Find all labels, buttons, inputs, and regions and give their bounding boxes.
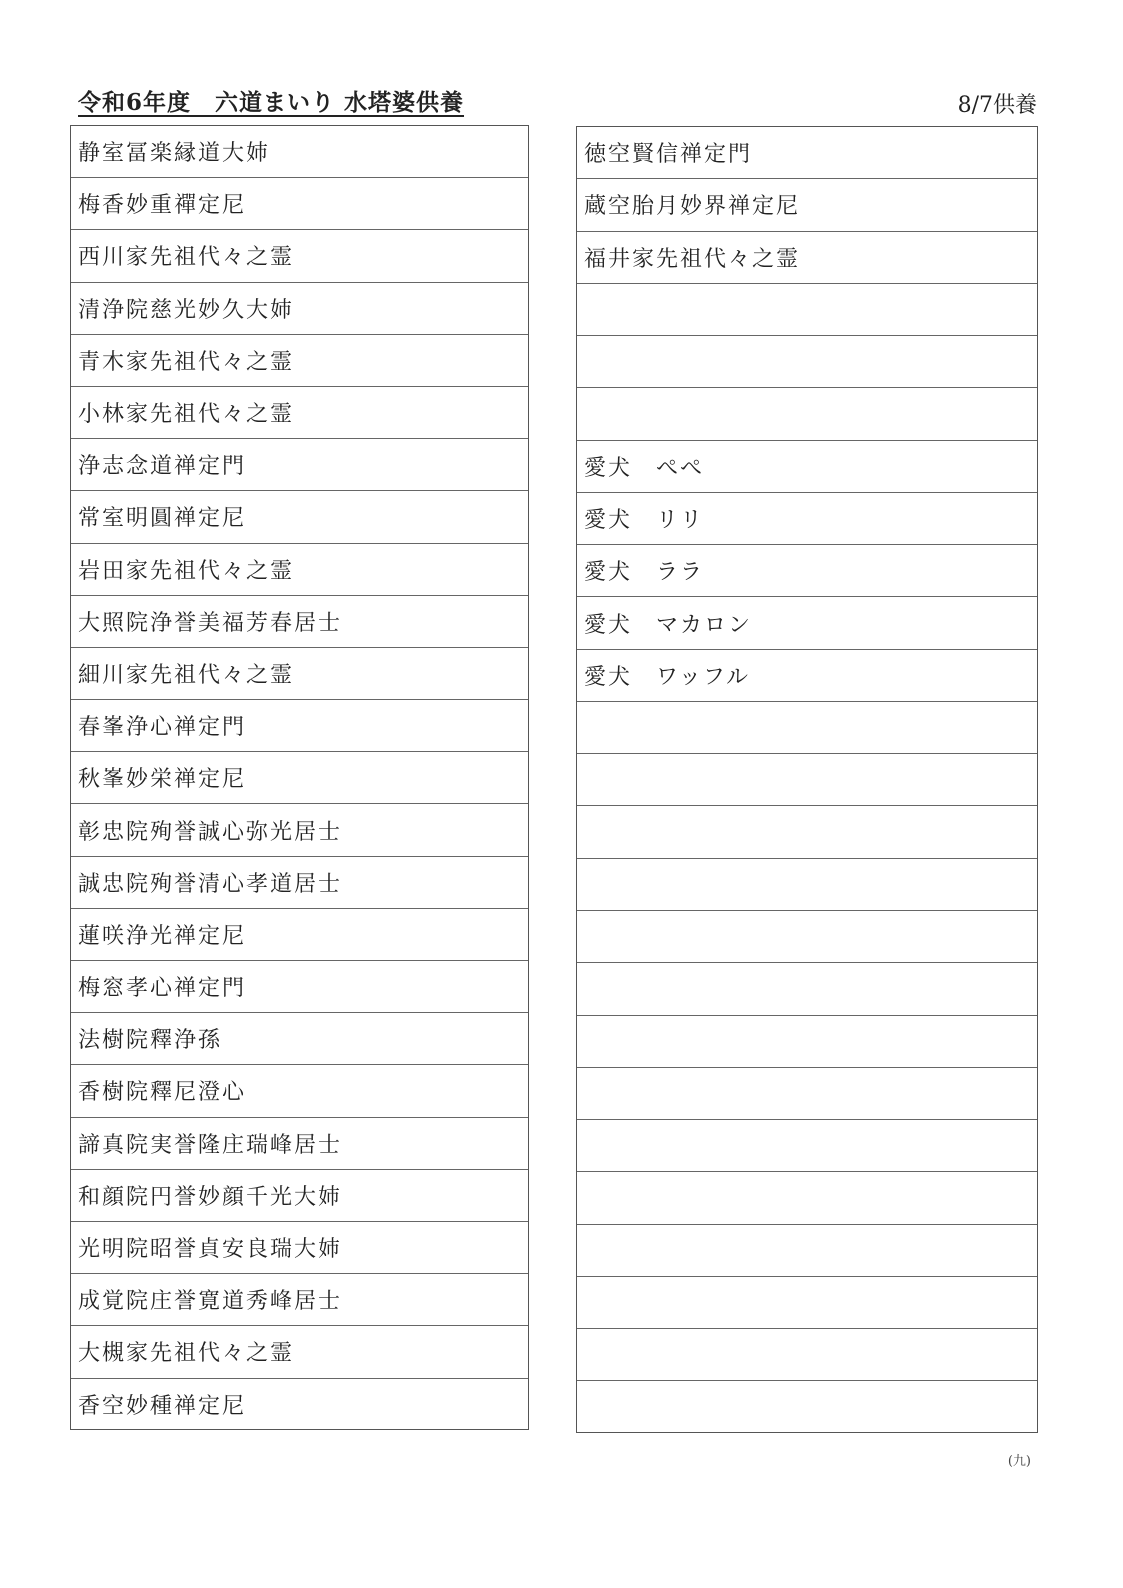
name-row [577, 1277, 1037, 1329]
name-row: 法樹院釋浄孫 [71, 1013, 528, 1065]
name-row: 蔵空胎月妙界禅定尼 [577, 179, 1037, 231]
name-row: 愛犬 ぺぺ [577, 441, 1037, 493]
right-name-list [576, 126, 1038, 1433]
name-row [577, 806, 1037, 858]
memorial-date: 8/7供養 [957, 93, 1037, 118]
name-row: 愛犬 ワッフル [577, 650, 1037, 702]
name-row [577, 702, 1037, 754]
name-row: 浄志念道禅定門 [71, 439, 528, 491]
name-row: 大照院浄誉美福芳春居士 [71, 596, 528, 648]
page-number: (九) [1007, 1454, 1031, 1469]
name-row: 岩田家先祖代々之霊 [71, 544, 528, 596]
name-row: 和顔院円誉妙顔千光大姉 [71, 1170, 528, 1222]
name-row: 香空妙種禅定尼 [78, 1394, 247, 1420]
name-row: 光明院昭誉貞安良瑞大姉 [71, 1222, 528, 1274]
name-row: 愛犬 リリ [577, 493, 1037, 545]
name-row: 愛犬 マカロン [577, 597, 1037, 649]
name-row [577, 859, 1037, 911]
name-row: 常室明圓禅定尼 [71, 491, 528, 543]
name-row [577, 1381, 1037, 1433]
name-row [577, 1329, 1037, 1381]
name-row [577, 336, 1037, 388]
name-row: 西川家先祖代々之霊 [71, 230, 528, 282]
name-row: 諦真院実誉隆庄瑞峰居士 [71, 1118, 528, 1170]
name-row: 成覚院庄誉寛道秀峰居士 [71, 1274, 528, 1326]
left-name-list [70, 125, 529, 1430]
name-row: 香樹院釋尼澄心 [71, 1065, 528, 1117]
name-row [577, 1172, 1037, 1224]
name-row [577, 911, 1037, 963]
name-row: 誠忠院殉誉清心孝道居士 [71, 857, 528, 909]
name-row: 梅香妙重禪定尼 [71, 178, 528, 230]
name-row: 青木家先祖代々之霊 [71, 335, 528, 387]
name-row [577, 754, 1037, 806]
name-row [577, 1120, 1037, 1172]
name-row: 徳空賢信禅定門 [577, 127, 1037, 179]
page-title: 令和6年度 六道まいり 水塔婆供養 [78, 89, 465, 116]
name-row: 静室冨楽縁道大姉 [71, 126, 528, 178]
name-row [577, 388, 1037, 440]
name-row: 彰忠院殉誉誠心弥光居士 [71, 804, 528, 856]
name-row: 蓮咲浄光禅定尼 [71, 909, 528, 961]
name-row: 細川家先祖代々之霊 [71, 648, 528, 700]
name-row [577, 1016, 1037, 1068]
name-row: 小林家先祖代々之霊 [71, 387, 528, 439]
name-row: 春峯浄心禅定門 [71, 700, 528, 752]
name-row: 清浄院慈光妙久大姉 [71, 283, 528, 335]
name-row [577, 963, 1037, 1015]
name-row [577, 284, 1037, 336]
name-row: 大槻家先祖代々之霊 [71, 1326, 528, 1378]
name-row: 梅窓孝心禅定門 [71, 961, 528, 1013]
name-row: 福井家先祖代々之霊 [577, 232, 1037, 284]
name-row: 愛犬 ララ [577, 545, 1037, 597]
name-row [577, 1068, 1037, 1120]
name-row [577, 1225, 1037, 1277]
name-row: 秋峯妙栄禅定尼 [71, 752, 528, 804]
